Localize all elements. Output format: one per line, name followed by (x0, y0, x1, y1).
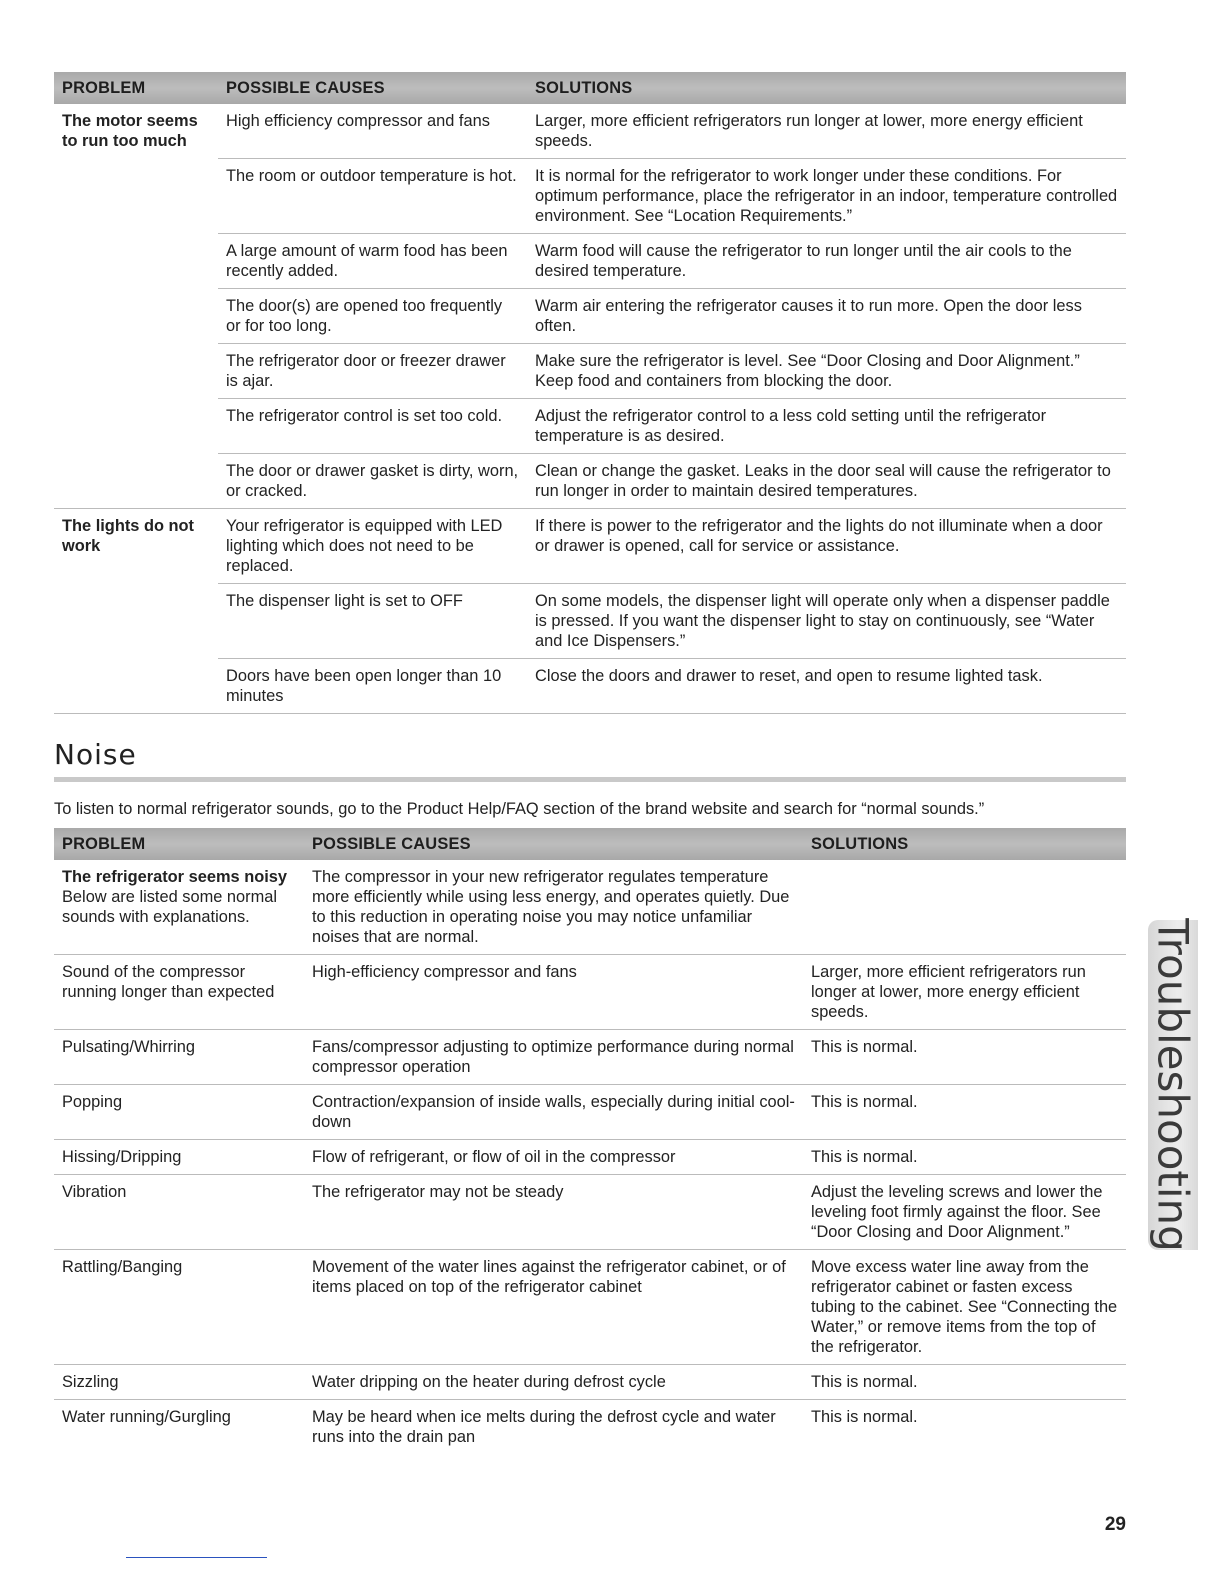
problem-cell: Sizzling (54, 1365, 304, 1400)
solution-cell: Adjust the leveling screws and lower the leveling foot firmly against the floor. See “Door Closing and Door Alignment.” (803, 1175, 1126, 1250)
cause-cell: High-efficiency compressor and fans (304, 955, 803, 1030)
side-tab-label: Troubleshooting (1148, 918, 1198, 1252)
header-causes: POSSIBLE CAUSES (304, 828, 803, 860)
table-row (54, 860, 1126, 955)
problem-cell: Hissing/Dripping (54, 1140, 304, 1175)
table-row (54, 104, 1126, 159)
cause-cell: Water dripping on the heater during defrost cycle (304, 1365, 803, 1400)
problem-cell: Popping (54, 1085, 304, 1140)
table-row (54, 955, 1126, 1030)
noise-heading: Noise (54, 738, 1126, 782)
solution-cell: This is normal. (811, 1408, 918, 1426)
footer-rule (126, 1557, 267, 1558)
table-header (54, 828, 1126, 860)
cause-cell: Fans/compressor adjusting to optimize performance during normal compressor operation (304, 1030, 803, 1085)
motor-lights-table (54, 72, 1126, 714)
cause-cell: The dispenser light is set to OFF (218, 584, 527, 659)
header-solutions: SOLUTIONS (803, 828, 1126, 860)
cause-cell: Movement of the water lines against the refrigerator cabinet, or of items placed on top of the refrigerator cabinet (304, 1250, 803, 1365)
header-problem: PROBLEM (54, 72, 218, 104)
page-content (54, 72, 1126, 1454)
cause-cell: The room or outdoor temperature is hot. (218, 159, 527, 234)
solution-cell: Close the doors and drawer to reset, and open to resume lighted task. (527, 659, 1126, 714)
cause-cell: May be heard when ice melts during the defrost cycle and water runs into the drain pan (312, 1408, 776, 1446)
solution-cell: If there is power to the refrigerator and the lights do not illuminate when a door or drawer is opened, call for service or assistance. (527, 509, 1126, 584)
problem-note: Below are listed some normal sounds with explanations. (62, 888, 277, 926)
problem-cell: Rattling/Banging (54, 1250, 304, 1365)
solution-cell: Move excess water line away from the refrigerator cabinet or fasten excess tubing to the cabinet. See “Connecting the Water,” or remove items from the top of the refrigerator. (803, 1250, 1126, 1365)
problem-cell: Vibration (54, 1175, 304, 1250)
solution-cell: Adjust the refrigerator control to a less cold setting until the refrigerator temperature is as desired. (527, 399, 1126, 454)
problem-cell: Sound of the compressor running longer than expected (54, 955, 304, 1030)
cause-cell: A large amount of warm food has been recently added. (218, 234, 527, 289)
table-row (54, 1175, 1126, 1250)
solution-cell: Clean or change the gasket. Leaks in the door seal will cause the refrigerator to run longer in order to maintain desired temperatures. (527, 454, 1126, 509)
noise-intro: To listen to normal refrigerator sounds, go to the Product Help/FAQ section of the brand website and search for “normal sounds.” (54, 800, 985, 818)
table-row (54, 509, 1126, 584)
problem-cell: Water running/Gurgling (62, 1408, 231, 1426)
solution-cell (803, 860, 1126, 955)
solution-cell: Warm food will cause the refrigerator to run longer until the air cools to the desired temperature. (527, 234, 1126, 289)
cause-cell: The door(s) are opened too frequently or for too long. (218, 289, 527, 344)
solution-cell: This is normal. (803, 1140, 1126, 1175)
cause-cell: High efficiency compressor and fans (218, 104, 527, 159)
table-row (54, 1085, 1126, 1140)
table-row (54, 1400, 1126, 1455)
problem-cell: Pulsating/Whirring (54, 1030, 304, 1085)
cause-cell: The refrigerator control is set too cold. (218, 399, 527, 454)
solution-cell: Larger, more efficient refrigerators run longer at lower, more energy efficient speeds. (527, 104, 1126, 159)
page-number: 29 (1104, 1514, 1126, 1535)
cause-cell: The door or drawer gasket is dirty, worn, or cracked. (218, 454, 527, 509)
problem-lights: The lights do not work (54, 509, 218, 714)
solution-cell: On some models, the dispenser light will operate only when a dispenser paddle is pressed. If you want the dispenser light to stay on continuously, see “Water and Ice Dispensers.” (527, 584, 1126, 659)
section-side-tab (1148, 920, 1198, 1250)
solution-cell: Make sure the refrigerator is level. See “Door Closing and Door Alignment.” Keep food and containers from blocking the door. (527, 344, 1126, 399)
cause-cell: Your refrigerator is equipped with LED lighting which does not need to be replaced. (218, 509, 527, 584)
problem-motor: The motor seems to run too much (54, 104, 218, 509)
solution-cell: This is normal. (803, 1365, 1126, 1400)
problem-cell (54, 860, 304, 955)
table-header (54, 72, 1126, 104)
cause-cell: The refrigerator door or freezer drawer is ajar. (218, 344, 527, 399)
cause-cell: Flow of refrigerant, or flow of oil in the compressor (304, 1140, 803, 1175)
problem-noisy: The refrigerator seems noisy (62, 868, 288, 886)
header-solutions: SOLUTIONS (527, 72, 1126, 104)
cause-cell: Doors have been open longer than 10 minutes (218, 659, 527, 714)
table-row (54, 1250, 1126, 1365)
cause-cell: The refrigerator may not be steady (304, 1175, 803, 1250)
solution-cell: Warm air entering the refrigerator causes it to run more. Open the door less often. (527, 289, 1126, 344)
noise-table (54, 828, 1126, 1454)
cause-cell: Contraction/expansion of inside walls, especially during initial cool-down (304, 1085, 803, 1140)
solution-cell: It is normal for the refrigerator to work longer under these conditions. For optimum performance, place the refrigerator in an indoor, temperature controlled environment. See “Location Requirements.” (527, 159, 1126, 234)
cause-cell: The compressor in your new refrigerator regulates temperature more efficiently while using less energy, and operates quietly. Due to this reduction in operating noise you may notice unfamiliar noises that are normal. (304, 860, 803, 955)
solution-cell: This is normal. (803, 1085, 1126, 1140)
header-problem: PROBLEM (54, 828, 304, 860)
table-row (54, 1140, 1126, 1175)
solution-cell: Larger, more efficient refrigerators run longer at lower, more energy efficient speeds. (803, 955, 1126, 1030)
solution-cell: This is normal. (803, 1030, 1126, 1085)
header-causes: POSSIBLE CAUSES (218, 72, 527, 104)
table-row (54, 1030, 1126, 1085)
table-row (54, 1365, 1126, 1400)
